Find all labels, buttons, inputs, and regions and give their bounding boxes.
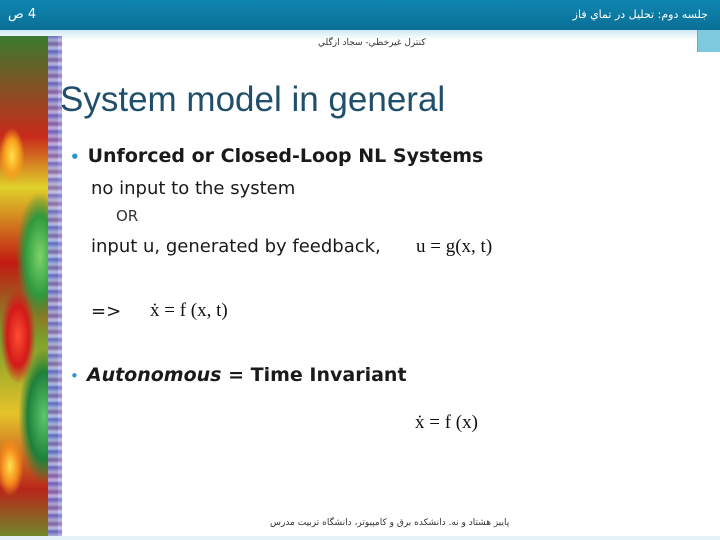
line-implies: =>: [91, 301, 122, 322]
header-bar: [0, 0, 720, 30]
equation-closed-loop: ẋ = f (x, t): [150, 300, 228, 321]
author-line: کنترل غیرخطي- سجاد ازگلي: [318, 38, 426, 48]
line-or: OR: [116, 207, 139, 225]
bullet-text: Unforced or Closed-Loop NL Systems: [87, 145, 484, 167]
slide-number: 4 ص: [8, 7, 37, 22]
slide-title: System model in general: [60, 80, 446, 119]
bottom-band: [0, 536, 720, 540]
line-input-u: input u, generated by feedback,: [91, 236, 381, 257]
bullet-dot-icon: •: [70, 148, 80, 166]
bullet-text: = Time Invariant: [221, 364, 407, 386]
bullet-dot-icon: •: [70, 367, 79, 385]
equation-feedback: u = g(x, t): [416, 236, 493, 257]
equation-autonomous: ẋ = f (x): [415, 412, 478, 433]
bullet-closed-loop: [70, 145, 483, 167]
bullet-autonomous: [70, 364, 407, 386]
line-no-input: no input to the system: [91, 178, 296, 199]
footer-text: پاییز هشتاد و نه. دانشکده برق و کامپیوتر، دانشگاه تربیت مدرس: [270, 518, 510, 528]
bullet-italic-text: Autonomous: [86, 364, 222, 386]
corner-square: [697, 30, 720, 52]
session-title: جلسه دوم: تحليل در تماي فاز: [572, 8, 708, 21]
